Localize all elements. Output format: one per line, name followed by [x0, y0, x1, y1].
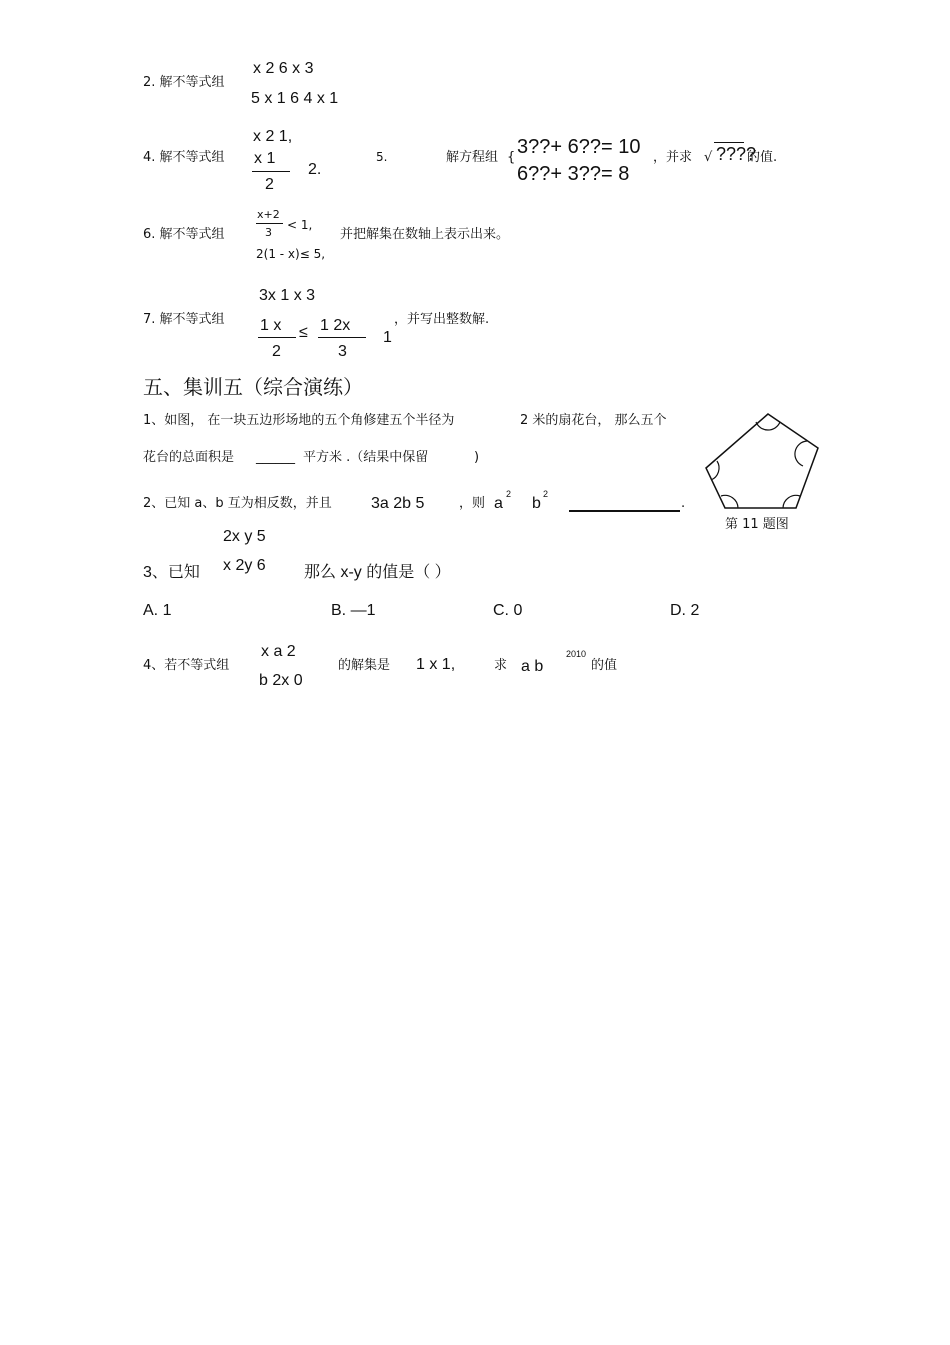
p5-eq2: 6??+ 3??= 8 — [517, 163, 630, 185]
p6-ineq2: 2(1 - x)≤ 5, — [256, 247, 326, 261]
option-b: B. —1 — [331, 602, 376, 619]
radical-sign: √ — [704, 150, 713, 165]
p5-num: 5. — [376, 150, 388, 164]
p7-tail: ，并写出整数解. — [394, 312, 490, 327]
p7-f2-den: 3 — [338, 343, 347, 360]
p6-frac-num: x+2 — [257, 208, 280, 221]
q1-line1-b: 2 米的扇花台， 那么五个 — [520, 413, 667, 428]
q1-line2-a: 花台的总面积是 — [143, 450, 235, 465]
p6-tail: 并把解集在数轴上表示出来。 — [340, 227, 510, 242]
section-title: 五、集训五（综合演练） — [143, 375, 363, 399]
q2-text: 2、已知 a、b 互为相反数，并且 — [143, 496, 332, 511]
q4-expr: a b — [521, 658, 544, 675]
q3-label: 3、已知 — [143, 564, 200, 581]
q1-line2-c: ) — [474, 450, 480, 465]
p7-leq: ≤ — [299, 324, 308, 341]
q2-a-exp: 2 — [506, 489, 512, 499]
q2-expr: 3a 2b 5 — [371, 495, 425, 512]
q2-period: . — [681, 496, 686, 511]
pentagon-figure — [700, 410, 825, 515]
p7-f1-bar — [258, 337, 296, 338]
q2-answer-blank — [569, 510, 680, 512]
p7-one: 1 — [383, 329, 392, 346]
p2-row1: x 2 6 x 3 — [253, 60, 314, 77]
q2-then: ，则 — [459, 496, 486, 511]
sector-top — [756, 422, 780, 430]
p5-after: ，并求 — [653, 150, 693, 165]
p5-eq1: 3??+ 6??= 10 — [517, 136, 641, 158]
q2-b: b — [532, 495, 541, 512]
p7-f1-num: 1 x — [260, 317, 282, 334]
q4-text: 的解集是 — [338, 658, 391, 673]
p4-frac-num: x 1 — [254, 150, 276, 167]
q2-b-exp: 2 — [543, 489, 549, 499]
q1-line2-b: 平方米 .（结果中保留 — [303, 450, 429, 465]
p6-ineq1-rest: < 1, — [287, 218, 313, 232]
p4-row1: x 2 1, — [253, 128, 293, 145]
q3-sys-row2: x 2y 6 — [223, 557, 266, 574]
option-c: C. 0 — [493, 602, 523, 619]
q4-exp: 2010 — [566, 649, 587, 659]
q4-tail: 的值 — [591, 658, 618, 673]
sector-left — [711, 461, 719, 480]
p5-value-suffix: 的值. — [747, 150, 778, 165]
p2-label: 2. 解不等式组 — [143, 75, 225, 90]
p6-label: 6. 解不等式组 — [143, 227, 225, 242]
p7-f2-num: 1 2x — [320, 317, 351, 334]
option-a: A. 1 — [143, 602, 172, 619]
p5-brace: { — [507, 150, 516, 165]
p5-rad-content: ???? — [716, 144, 757, 164]
p7-f1-den: 2 — [272, 343, 281, 360]
q4-row2: b 2x 0 — [259, 672, 303, 689]
p7-f2-bar — [318, 337, 366, 338]
q2-a: a — [494, 495, 503, 512]
q4-ask: 求 — [494, 658, 508, 673]
option-d: D. 2 — [670, 602, 700, 619]
p4-rhs: 2. — [308, 161, 322, 178]
p4-frac-den: 2 — [265, 176, 274, 193]
q1-blank: ______ — [256, 450, 295, 465]
p4-frac-bar — [252, 171, 290, 172]
sector-right — [795, 441, 807, 466]
p6-frac-den: 3 — [265, 226, 272, 239]
radical-bar — [714, 142, 744, 143]
q4-row1: x a 2 — [261, 643, 296, 660]
p7-row1: 3x 1 x 3 — [259, 287, 316, 304]
p4-label: 4. 解不等式组 — [143, 150, 225, 165]
p7-label: 7. 解不等式组 — [143, 312, 225, 327]
figure-caption: 第 11 题图 — [725, 517, 789, 532]
q4-label: 4、若不等式组 — [143, 658, 230, 673]
q1-line1-a: 1、如图， 在一块五边形场地的五个角修建五个半径为 — [143, 413, 455, 428]
q4-range: 1 x 1, — [416, 656, 456, 673]
p2-row2: 5 x 1 6 4 x 1 — [251, 90, 339, 107]
p5-label: 解方程组 — [446, 150, 499, 165]
q3-sys-row1: 2x y 5 — [223, 528, 266, 545]
q3-question: 那么 x-y 的值是（ ） — [304, 564, 451, 581]
p6-frac-bar — [256, 223, 283, 224]
